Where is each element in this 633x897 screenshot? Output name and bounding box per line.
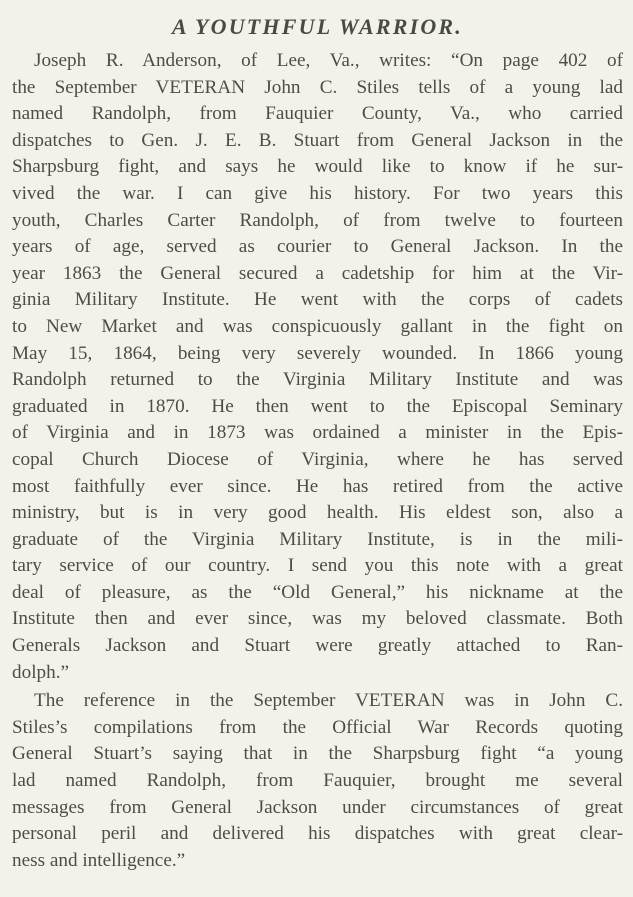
text-line: Institute then and ever since, was my beloved classmate. Both	[12, 608, 623, 630]
paragraph-2	[12, 688, 623, 874]
text-line: General Stuart’s saying that in the Sharpsburg fight “a young	[12, 743, 623, 765]
text-line: Sharpsburg fight, and says he would like to know if he sur-	[12, 156, 623, 178]
text-line: lad named Randolph, from Fauquier, brought me several	[12, 770, 623, 792]
text-line: messages from General Jackson under circumstances of great	[12, 796, 623, 818]
text-line: of Virginia and in 1873 was ordained a minister in the Epis-	[12, 422, 623, 444]
text-line: dolph.”	[12, 661, 70, 683]
text-line: youth, Charles Carter Randolph, of from twelve to fourteen	[12, 209, 623, 231]
text-line: ministry, but is in very good health. His eldest son, also a	[12, 502, 623, 524]
text-line: dispatches to Gen. J. E. B. Stuart from General Jackson in the	[12, 129, 623, 151]
text-line: deal of pleasure, as the “Old General,” his nickname at the	[12, 581, 623, 603]
text-line: years of age, served as courier to General Jackson. In the	[12, 236, 623, 258]
text-line: personal peril and delivered his dispatches with great clear-	[12, 823, 623, 845]
text-line: the September VETERAN John C. Stiles tells of a young lad	[12, 76, 623, 98]
text-line: Generals Jackson and Stuart were greatly attached to Ran-	[12, 635, 623, 657]
text-line: Joseph R. Anderson, of Lee, Va., writes: “On page 402 of	[34, 50, 623, 71]
text-line: to New Market and was conspicuously gallant in the fight on	[12, 315, 623, 337]
paragraph-1	[12, 48, 623, 686]
article-title: A YOUTHFUL WARRIOR.	[172, 14, 463, 39]
text-line: The reference in the September VETERAN was in John C.	[34, 690, 623, 712]
text-line: most faithfully ever since. He has retired from the active	[12, 475, 623, 497]
text-line: ness and intelligence.”	[12, 849, 186, 871]
text-line: Randolph returned to the Virginia Military Institute and was	[12, 369, 623, 391]
text-line: graduate of the Virginia Military Institute, is in the mili-	[12, 528, 623, 550]
text-line: named Randolph, from Fauquier County, Va., who carried	[12, 103, 623, 125]
text-line: year 1863 the General secured a cadetship for him at the Vir-	[12, 262, 623, 284]
text-line: Stiles’s compilations from the Official War Records quoting	[12, 716, 623, 738]
text-line: ginia Military Institute. He went with the corps of cadets	[12, 289, 623, 311]
text-line: vived the war. I can give his history. For two years this	[12, 182, 623, 204]
text-line: tary service of our country. I send you this note with a great	[12, 555, 623, 577]
text-line: May 15, 1864, being very severely wounded. In 1866 young	[12, 342, 623, 364]
text-line: graduated in 1870. He then went to the Episcopal Seminary	[12, 395, 623, 417]
text-line: copal Church Diocese of Virginia, where he has served	[12, 448, 623, 470]
